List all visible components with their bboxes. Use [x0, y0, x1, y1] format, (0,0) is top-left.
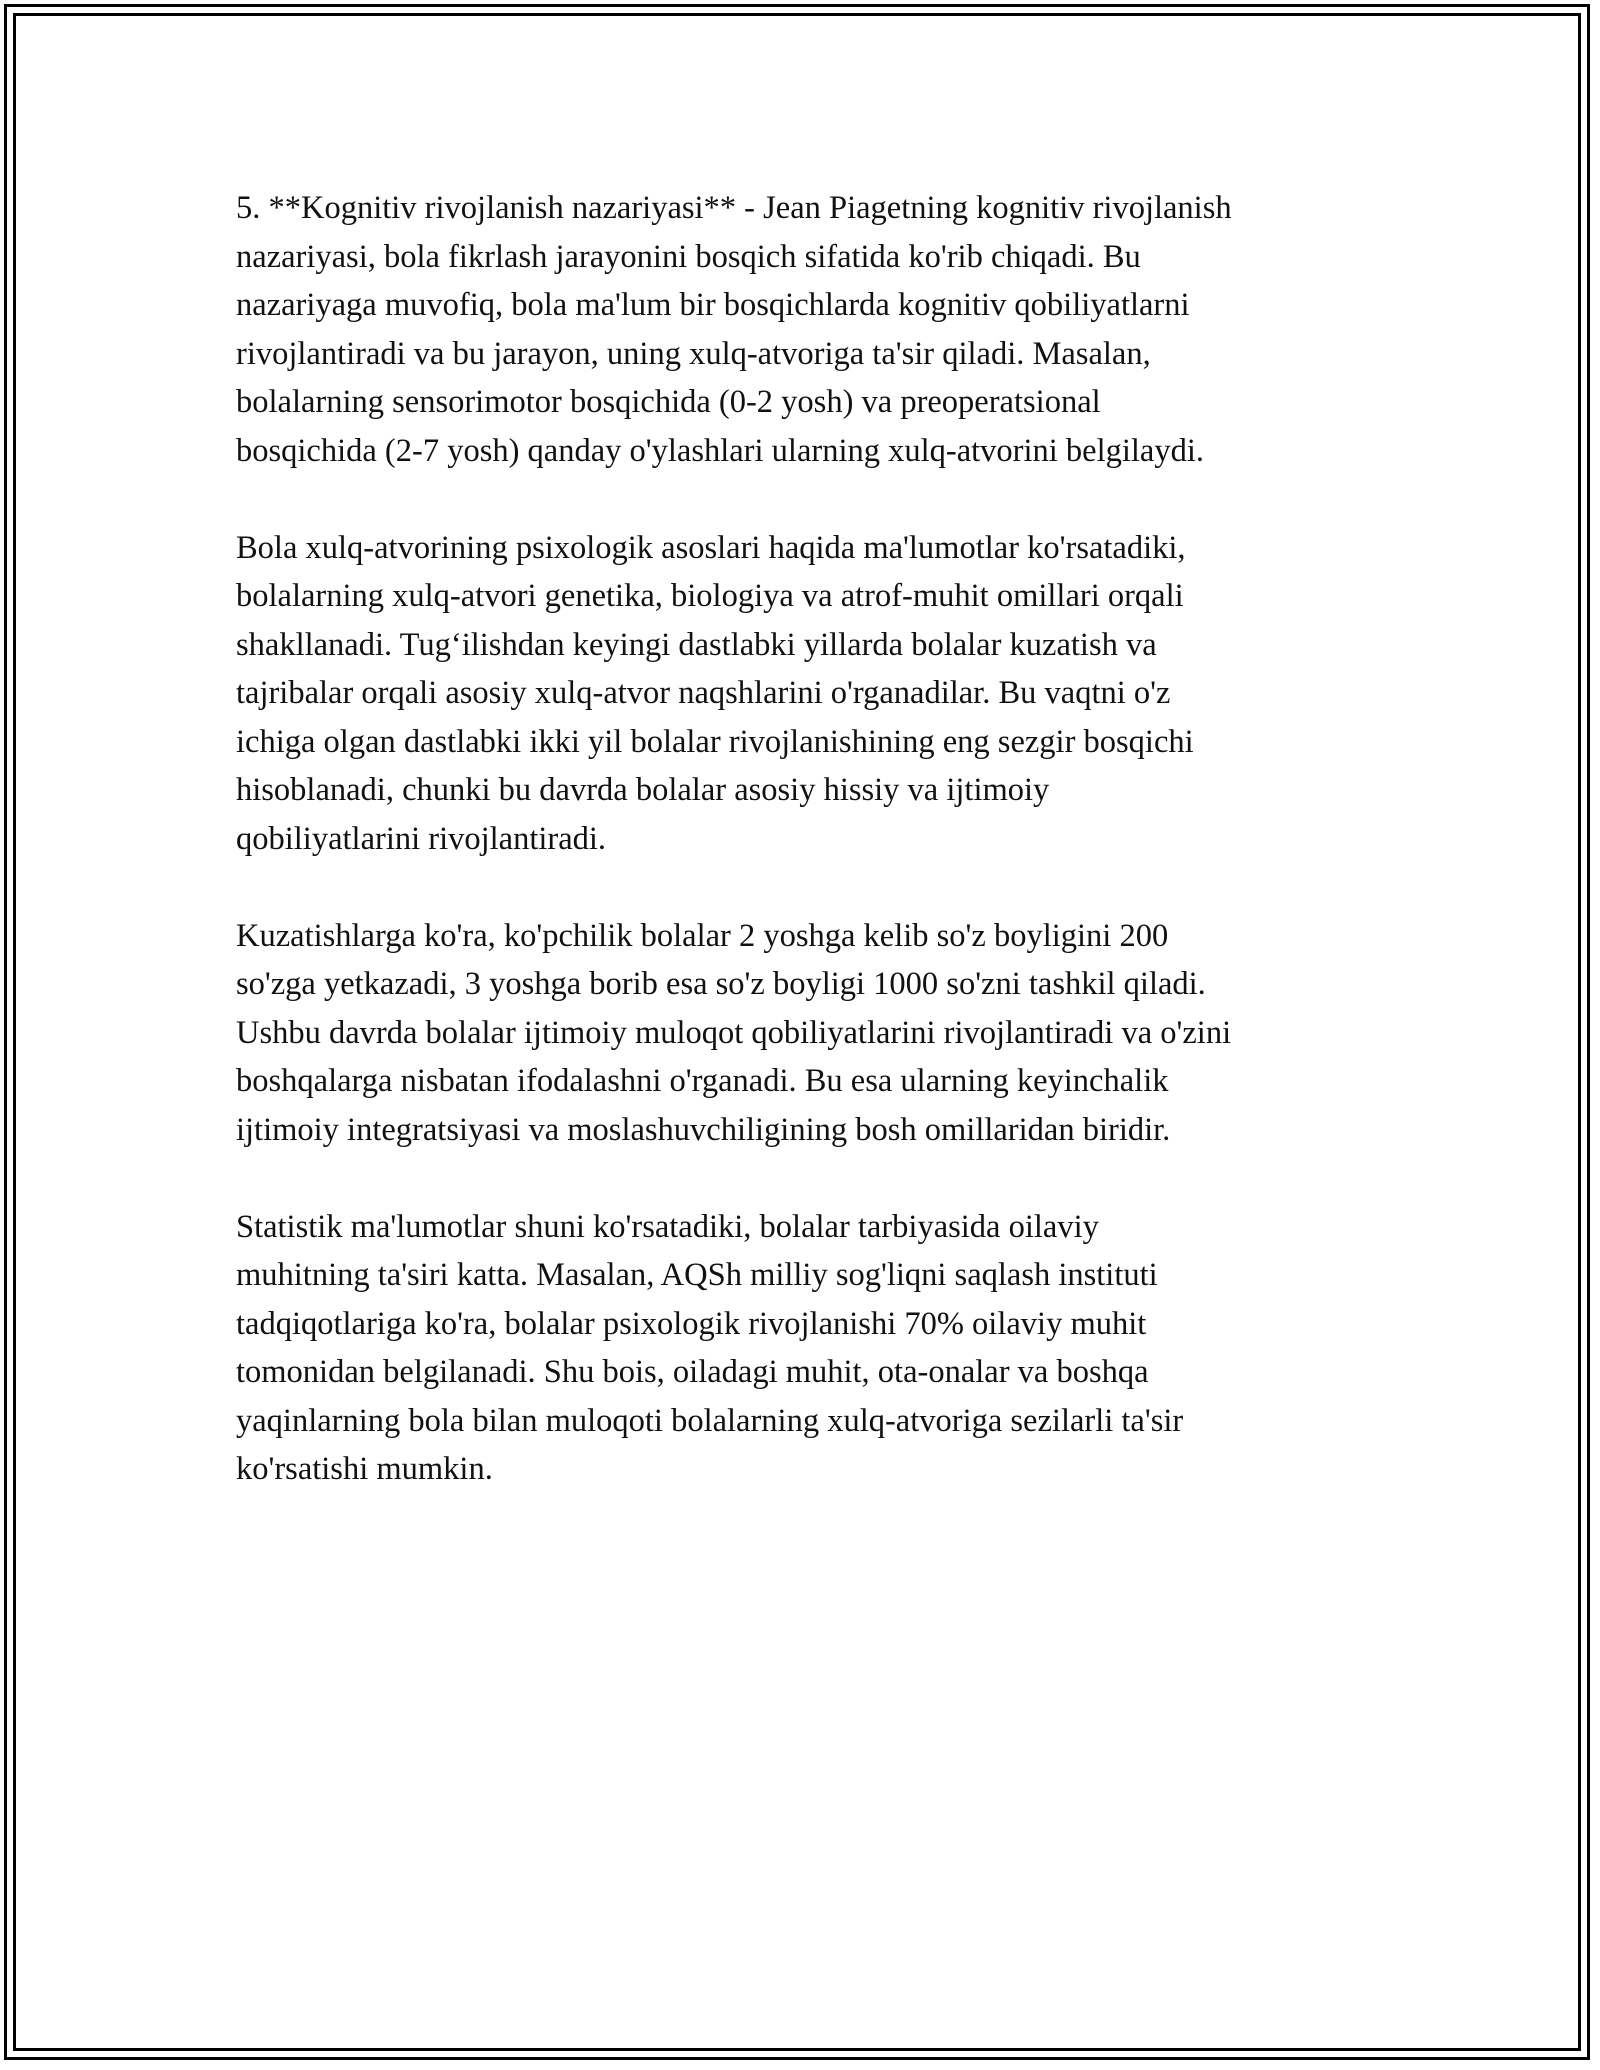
text-line: tadqiqotlariga ko'ra, bolalar psixologik rivojlanishi 70% oilaviy muhit — [236, 1305, 1147, 1342]
text-line: yaqinlarning bola bilan muloqoti bolalarning xulq-atvoriga sezilarli ta'sir — [236, 1402, 1184, 1439]
text-line: Statistik ma'lumotlar shuni ko'rsatadiki, bolalar tarbiyasida oilaviy — [236, 1208, 1099, 1245]
text-line: ko'rsatishi mumkin. — [236, 1451, 493, 1487]
text-line: Bola xulq-atvorining psixologik asoslari haqida ma'lumotlar ko'rsatadiki, — [236, 529, 1186, 566]
text-line: tomonidan belgilanadi. Shu bois, oiladagi muhit, ota-onalar va boshqa — [236, 1354, 1149, 1390]
text-line: nazariyaga muvofiq, bola ma'lum bir bosqichlarda kognitiv qobiliyatlarni — [236, 287, 1190, 323]
text-line: tajribalar orqali asosiy xulq-atvor naqshlarini o'rganadilar. Bu vaqtni o'z — [236, 675, 1171, 711]
paragraph-statistics — [236, 1203, 1364, 1494]
text-line: shakllanadi. Tug‘ilishdan keyingi dastlabki yillarda bolalar kuzatish va — [236, 626, 1157, 663]
paragraph-cognitive-theory — [236, 184, 1364, 475]
text-line: bolalarning sensorimotor bosqichida (0-2 yosh) va preoperatsional — [236, 384, 1101, 420]
text-line: bosqichida (2-7 yosh) qanday o'ylashlari ularning xulq-atvorini belgilaydi. — [236, 432, 1205, 469]
text-line: Ushbu davrda bolalar ijtimoiy muloqot qobiliyatlarini rivojlantiradi va o'zini — [236, 1014, 1232, 1051]
text-line: 5. **Kognitiv rivojlanish nazariyasi** - Jean Piagetning kognitiv rivojlanish — [236, 190, 1232, 226]
text-line: qobiliyatlarini rivojlantiradi. — [236, 820, 607, 857]
text-line: bolalarning xulq-atvori genetika, biologiya va atrof-muhit omillari orqali — [236, 578, 1184, 614]
text-line: hisoblanadi, chunki bu davrda bolalar asosiy hissiy va ijtimoiy — [236, 772, 1050, 808]
document-body — [236, 184, 1364, 1542]
text-line: ijtimoiy integratsiyasi va moslashuvchiligining bosh omillaridan biridir. — [236, 1111, 1171, 1148]
text-line: muhitning ta'siri katta. Masalan, AQSh milliy sog'liqni saqlash instituti — [236, 1257, 1158, 1293]
text-line: nazariyasi, bola fikrlash jarayonini bosqich sifatida ko'rib chiqadi. Bu — [236, 238, 1141, 275]
text-line: ichiga olgan dastlabki ikki yil bolalar rivojlanishining eng sezgir bosqichi — [236, 723, 1194, 760]
paragraph-psychological-foundations — [236, 524, 1364, 864]
text-line: boshqalarga nisbatan ifodalashni o'rganadi. Bu esa ularning keyinchalik — [236, 1063, 1169, 1099]
text-line: so'zga yetkazadi, 3 yoshga borib esa so'z boyligi 1000 so'zni tashkil qiladi. — [236, 966, 1206, 1002]
text-line: rivojlantiradi va bu jarayon, uning xulq-atvoriga ta'sir qiladi. Masalan, — [236, 335, 1151, 372]
paragraph-observations — [236, 912, 1364, 1155]
text-line: Kuzatishlarga ko'ra, ko'pchilik bolalar 2 yoshga kelib so'z boyligini 200 — [236, 917, 1169, 954]
